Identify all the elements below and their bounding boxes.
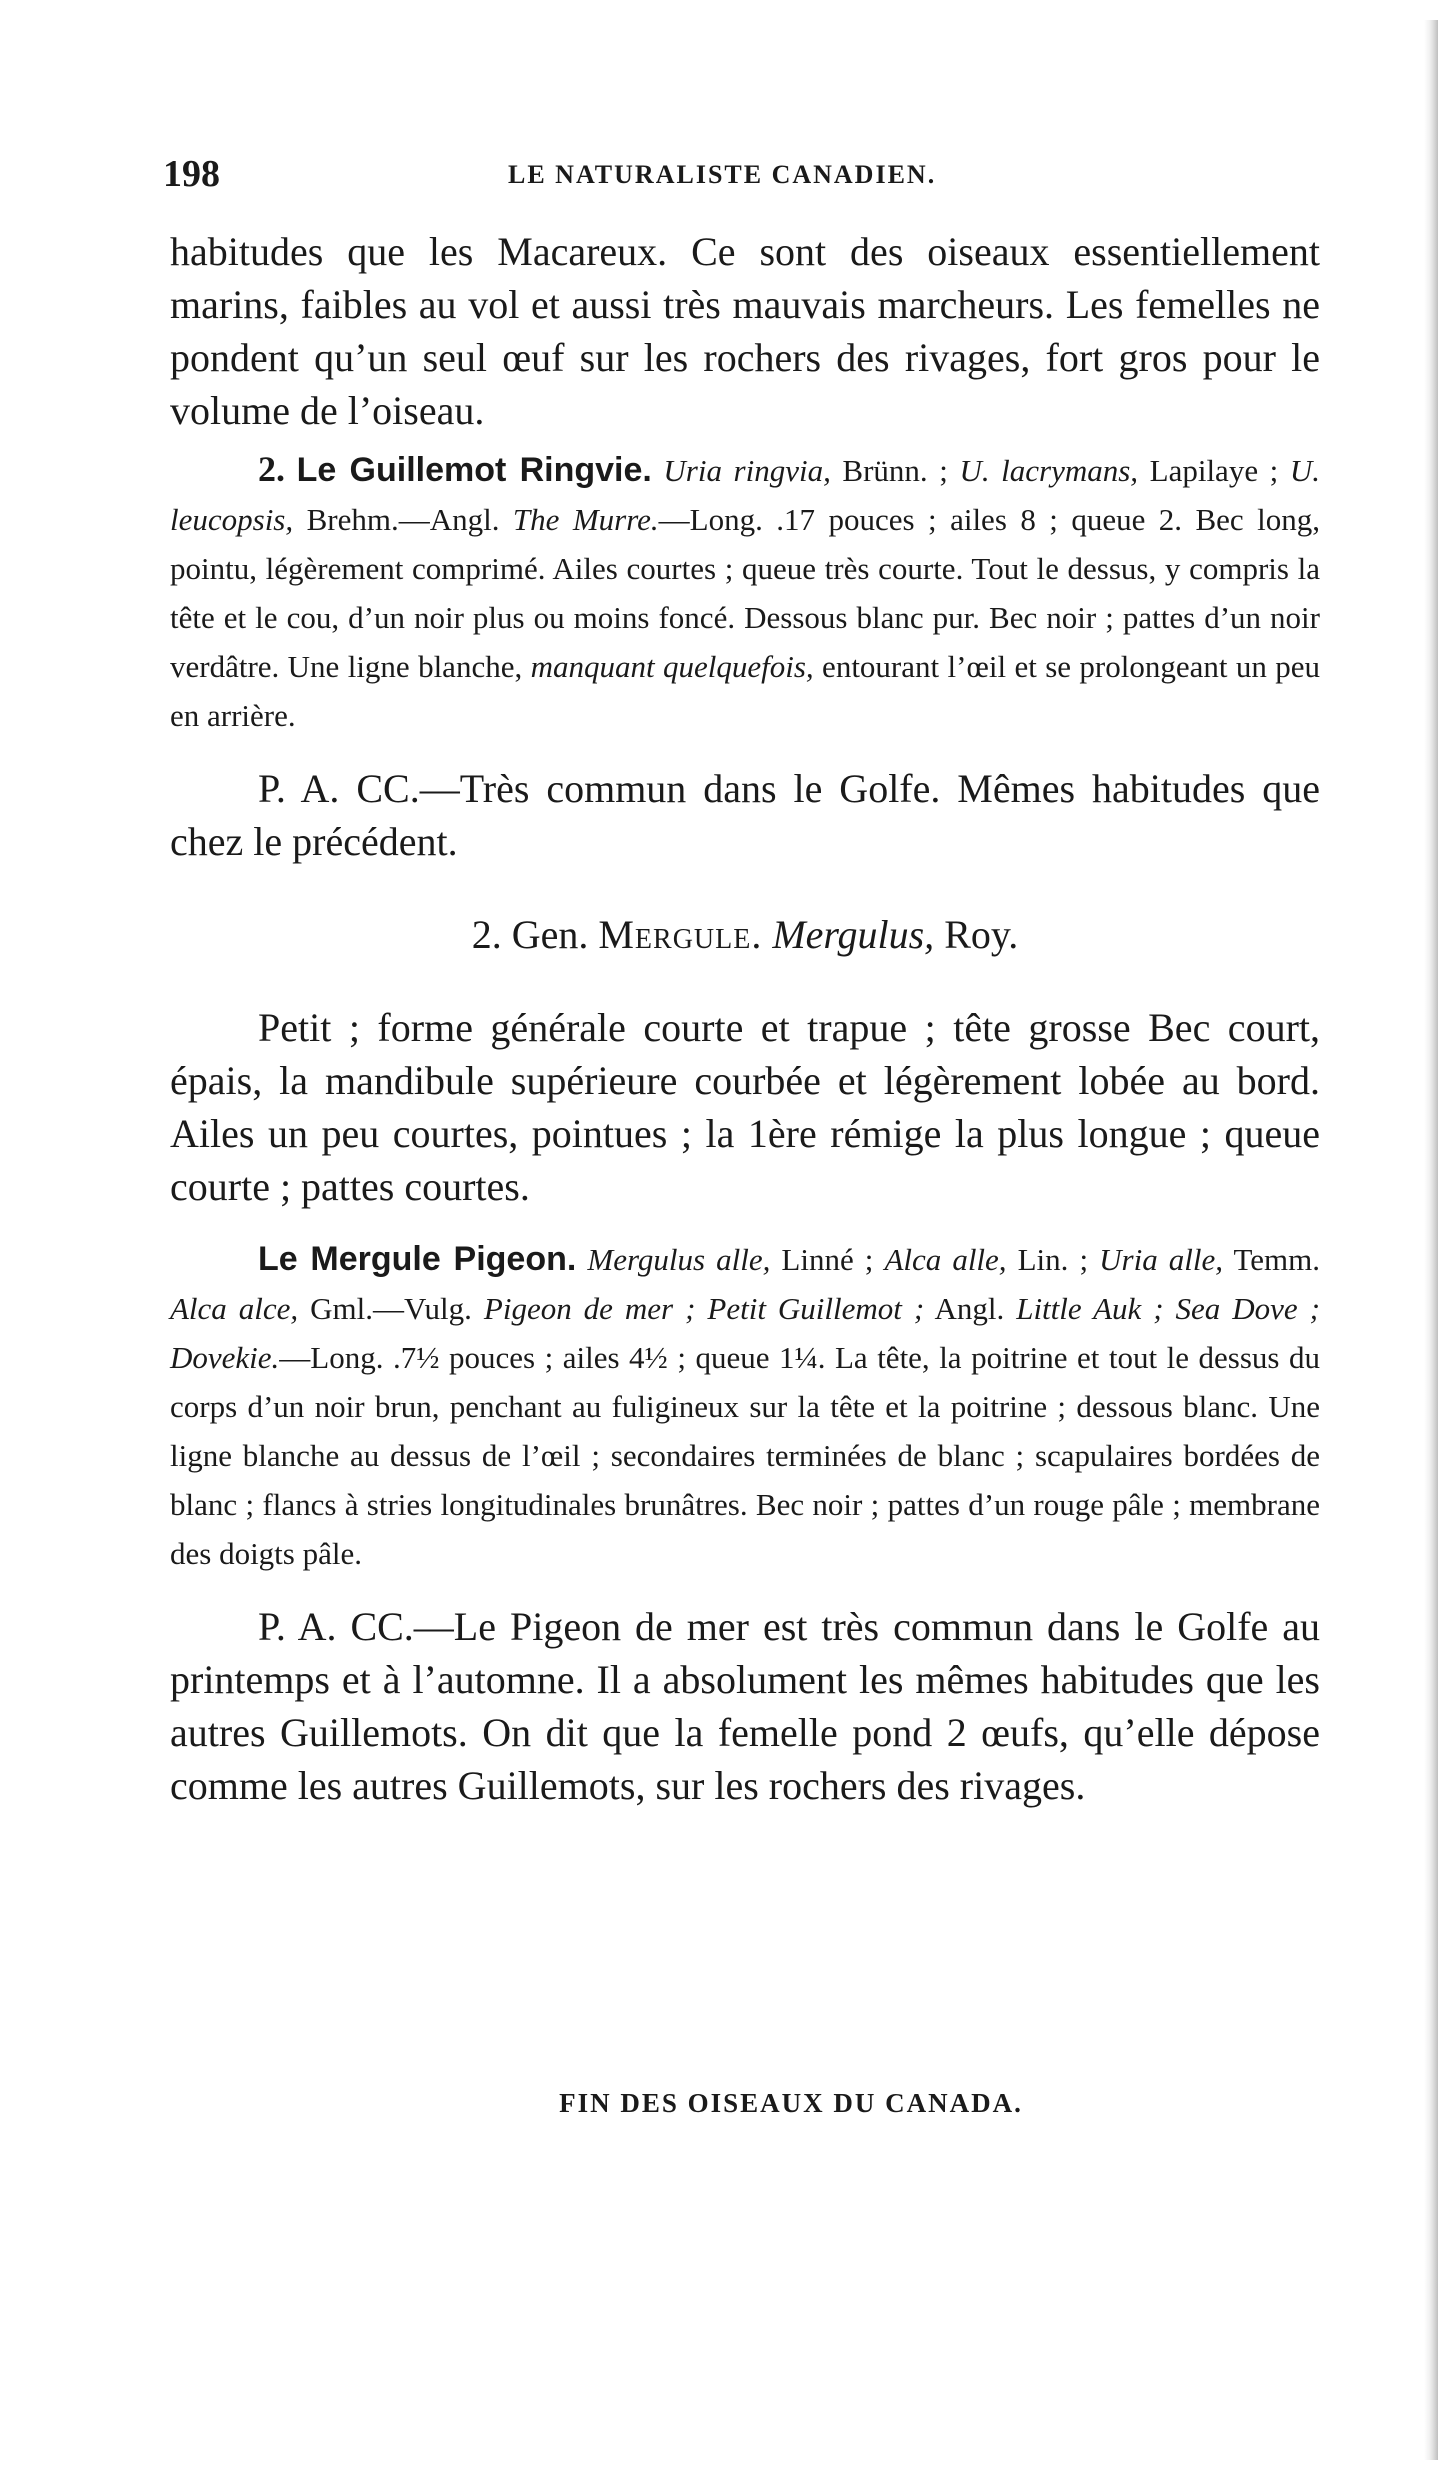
italic-note: manquant quelquefois, — [530, 649, 814, 684]
intro-paragraph: habitudes que les Macareux. Ce sont des oiseaux essentiellement marins, faibles au vol et aussi très mauvais marcheurs. Les femelles ne pondent qu’un seul œuf sur les rochers des rivages, fort gros pour le volume de l’oiseau. — [170, 229, 1320, 433]
entry-text: Brünn. ; — [830, 453, 960, 488]
entry-text: Linné ; — [770, 1242, 885, 1277]
species-number: 2. — [258, 449, 285, 489]
genus-description: Petit ; forme générale courte et trapue ; tête grosse Bec court, épais, la mandibule supérieure courbée et légèrement lobée au bord. Ailes un peu courtes, pointues ; la 1ère rémige la plus longue ; queue courte ; pattes courtes. — [170, 1005, 1320, 1209]
latin-name: Mergulus alle, — [587, 1242, 771, 1277]
latin-name: Alca alle, — [884, 1242, 1007, 1277]
genus-latin: Mergulus, — [772, 912, 935, 957]
end-of-section-line — [0, 2088, 1442, 2119]
mergule-entry — [170, 1235, 1320, 1578]
genus-name: Mergule. — [598, 912, 763, 957]
guillemot-pacc: P. A. CC.—Très commun dans le Golfe. Mêmes habitudes que chez le précédent. — [170, 766, 1320, 864]
entry-text: Temm. — [1223, 1242, 1321, 1277]
entry-text: Lapilaye ; — [1138, 453, 1290, 488]
mergule-pacc: P. A. CC.—Le Pigeon de mer est très commun dans le Golfe au printemps et à l’automne. Il a absolument les mêmes habitudes que les autres Guillemots. On dit que la femelle pond 2 œufs, qu’elle dépose comme les autres Guillemots, sur les rochers des rivages. — [170, 1604, 1320, 1808]
species-name: Le Guillemot Ringvie. — [296, 451, 652, 489]
latin-name: Alca alce, — [170, 1291, 299, 1326]
entry-text: —Long. .17 pouces ; ailes 8 ; queue 2. Bec long, pointu, légèrement comprimé. Ailes courtes ; queue très courte. Tout le dessus, y compris la tête et le cou, d’un noir plus ou moins foncé. Dessous blanc pur. Bec noir ; pattes d’un noir verdâtre. Une ligne blanche, — [170, 502, 1320, 684]
english-name: Little Auk ; Sea Dove ; Dovekie. — [170, 1291, 1320, 1375]
latin-name: Uria ringvia, — [663, 453, 831, 488]
genus-author: Roy. — [934, 912, 1019, 957]
entry-text: Brehm.—Angl. — [293, 502, 513, 537]
page-header — [163, 152, 1323, 202]
genus-heading — [170, 908, 1320, 961]
english-name: The Murre. — [512, 502, 659, 537]
latin-name: U. leucopsis, — [170, 453, 1320, 537]
entry-text: —Long. .7½ pouces ; ailes 4½ ; queue 1¼. La tête, la poitrine et tout le dessus du corps d’un noir brun, penchant au fuligineux sur la tête et la poitrine ; dessous blanc. Une ligne blanche au dessus de l’œil ; secondaires terminées de blanc ; scapulaires bordées de blanc ; flancs à stries longitudinales brunâtres. Bec noir ; pattes d’un rouge pâle ; membrane des doigts pâle. — [170, 1340, 1320, 1571]
latin-name: Uria alle, — [1099, 1242, 1223, 1277]
entry-text: Angl. — [924, 1291, 1017, 1326]
latin-name: U. lacrymans, — [959, 453, 1139, 488]
running-title: LE NATURALISTE CANADIEN. — [508, 160, 937, 189]
species-name: Le Mergule Pigeon. — [258, 1240, 577, 1278]
entry-text: entourant l’œil et se prolongeant un peu en arrière. — [170, 649, 1321, 733]
page-number: 198 — [163, 153, 220, 195]
genus-prefix: 2. Gen. — [471, 912, 599, 957]
page-content — [170, 225, 1320, 1812]
vulgar-name: Pigeon de mer ; Petit Guillemot ; — [483, 1291, 925, 1326]
entry-text: Lin. ; — [1006, 1242, 1100, 1277]
entry-text: Gml.—Vulg. — [298, 1291, 484, 1326]
guillemot-entry — [170, 445, 1320, 740]
end-line-text: FIN DES OISEAUX DU CANADA. — [559, 2088, 1023, 2118]
